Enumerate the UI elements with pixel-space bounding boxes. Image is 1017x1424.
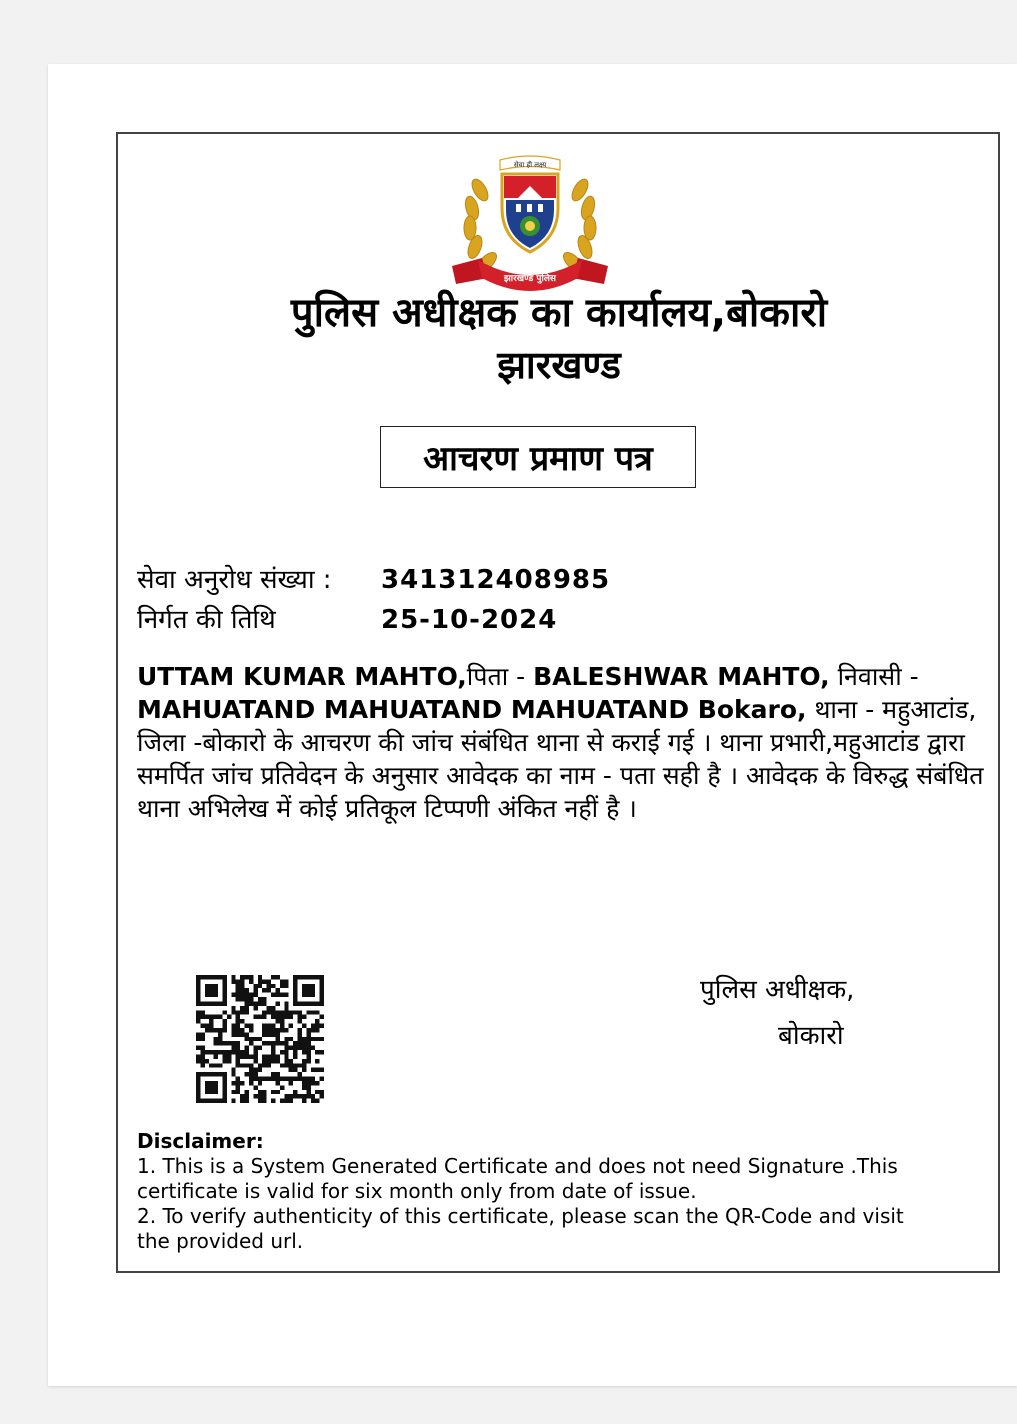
qr-code-icon bbox=[196, 975, 324, 1103]
signatory-place: बोकारो bbox=[778, 1021, 844, 1051]
service-request-number: 341312408985 bbox=[381, 565, 611, 595]
issue-date-value: 25-10-2024 bbox=[381, 605, 558, 635]
office-state: झारखण्ड bbox=[497, 343, 621, 387]
emblem-motto: सेवा ही लक्ष्य bbox=[513, 161, 547, 169]
father-name: BALESHWAR MAHTO, bbox=[533, 662, 830, 691]
issue-date-label: निर्गत की तिथि bbox=[137, 605, 276, 635]
certificate-body bbox=[137, 660, 989, 825]
issue-date-row bbox=[137, 602, 557, 638]
certificate-title: आचरण प्रमाण पत्र bbox=[380, 426, 696, 488]
service-request-label: सेवा अनुरोध संख्या : bbox=[137, 565, 332, 595]
disclaimer-item: 2. To verify authenticity of this certificate, please scan the QR-Code and visit the provided url. bbox=[137, 1204, 904, 1253]
applicant-address: MAHUATAND MAHUATAND MAHUATAND Bokaro, bbox=[137, 695, 807, 724]
disclaimer-title: Disclaimer: bbox=[137, 1129, 264, 1153]
disclaimer-item: 1. This is a System Generated Certificate and does not need Signature .This certificate is valid for six month only from date of issue. bbox=[137, 1154, 898, 1203]
signatory-designation: पुलिस अधीक्षक, bbox=[700, 975, 855, 1005]
service-request-row bbox=[137, 562, 610, 598]
office-title: पुलिस अधीक्षक का कार्यालय,बोकारो bbox=[290, 290, 828, 336]
disclaimer-list bbox=[137, 1154, 937, 1254]
jharkhand-police-emblem-icon bbox=[442, 150, 618, 300]
father-label: पिता - bbox=[466, 662, 534, 691]
applicant-name: UTTAM KUMAR MAHTO, bbox=[137, 662, 467, 691]
certificate-statement: थाना - महुआटांड, जिला -बोकारो के आचरण की जांच संबंधित थाना से कराई गई । थाना प्रभारी,महुआटांड द्वारा समर्पित जांच प्रतिवेदन के अनुसार आवेदक का नाम - पता सही है । आवेदक के विरुद्ध संबंधित थाना अभिलेख में कोई प्रतिकूल टिप्पणी अंकित नहीं है । bbox=[137, 695, 984, 823]
emblem-ribbon-text: झारखण्ड पुलिस bbox=[503, 274, 557, 284]
resident-label: निवासी - bbox=[829, 662, 919, 691]
